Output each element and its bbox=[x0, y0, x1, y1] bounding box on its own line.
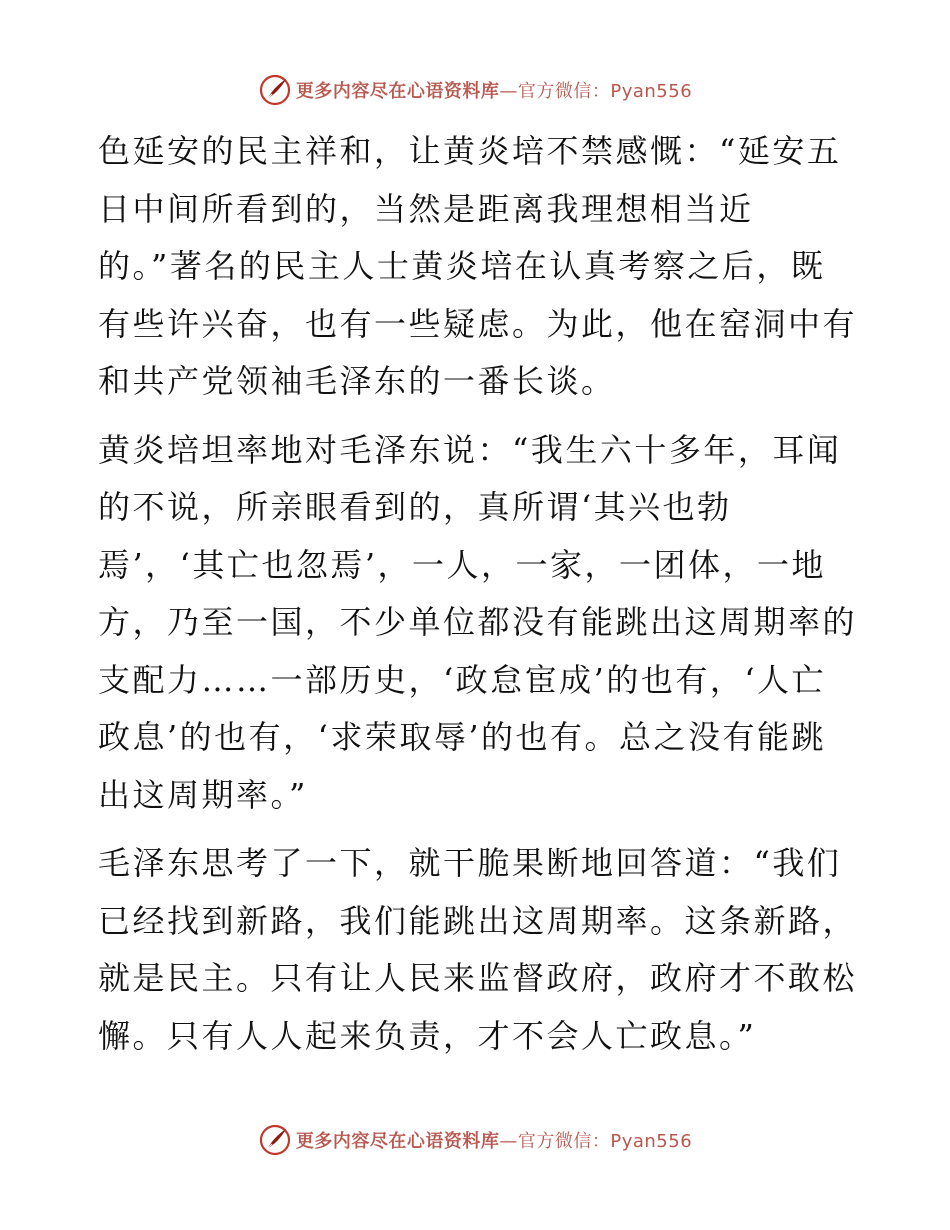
document-body bbox=[98, 123, 858, 1065]
paragraph-3: 毛泽东思考了一下，就干脆果断地回答道：“我们已经找到新路，我们能跳出这周期率。这条新路，就是民主。只有让人民来监督政府，政府才不敢松懈。只有人人起来负责，才不会人亡政息。” bbox=[98, 844, 858, 1055]
watermark-separator: — bbox=[499, 81, 518, 102]
watermark-main-text: 更多内容尽在心语资料库 bbox=[295, 81, 500, 102]
watermark-official-label: 官方微信： bbox=[517, 81, 611, 102]
quill-circle-logo-icon bbox=[258, 73, 292, 107]
watermark-main-text: 更多内容尽在心语资料库 bbox=[295, 1131, 500, 1152]
watermark-separator: — bbox=[499, 1131, 518, 1152]
watermark-wechat-id: Pyan556 bbox=[610, 1131, 693, 1152]
paragraph-2: 黄炎培坦率地对毛泽东说：“我生六十多年，耳闻的不说，所亲眼看到的，真所谓‘其兴也勃焉’，‘其亡也忽焉’，一人，一家，一团体，一地方，乃至一国，不少单位都没有能跳出这周期率的支配力……一部历史，‘政怠宦成’的也有，‘人亡政息’的也有，‘求荣取辱’的也有。总之没有能跳出这周期率。” bbox=[98, 430, 858, 814]
watermark-wechat-id: Pyan556 bbox=[610, 81, 693, 102]
footer-watermark bbox=[0, 1120, 950, 1160]
watermark-text bbox=[296, 1127, 692, 1153]
watermark-official-label: 官方微信： bbox=[517, 1131, 611, 1152]
header-watermark bbox=[0, 70, 950, 110]
paragraph-1: 色延安的民主祥和，让黄炎培不禁感慨：“延安五日中间所看到的，当然是距离我理想相当近的。”著名的民主人士黄炎培在认真考察之后，既有些许兴奋，也有一些疑虑。为此，他在窑洞中有和共产党领袖毛泽东的一番长谈。 bbox=[98, 132, 858, 400]
watermark-text bbox=[296, 77, 692, 103]
quill-circle-logo-icon bbox=[258, 1123, 292, 1157]
